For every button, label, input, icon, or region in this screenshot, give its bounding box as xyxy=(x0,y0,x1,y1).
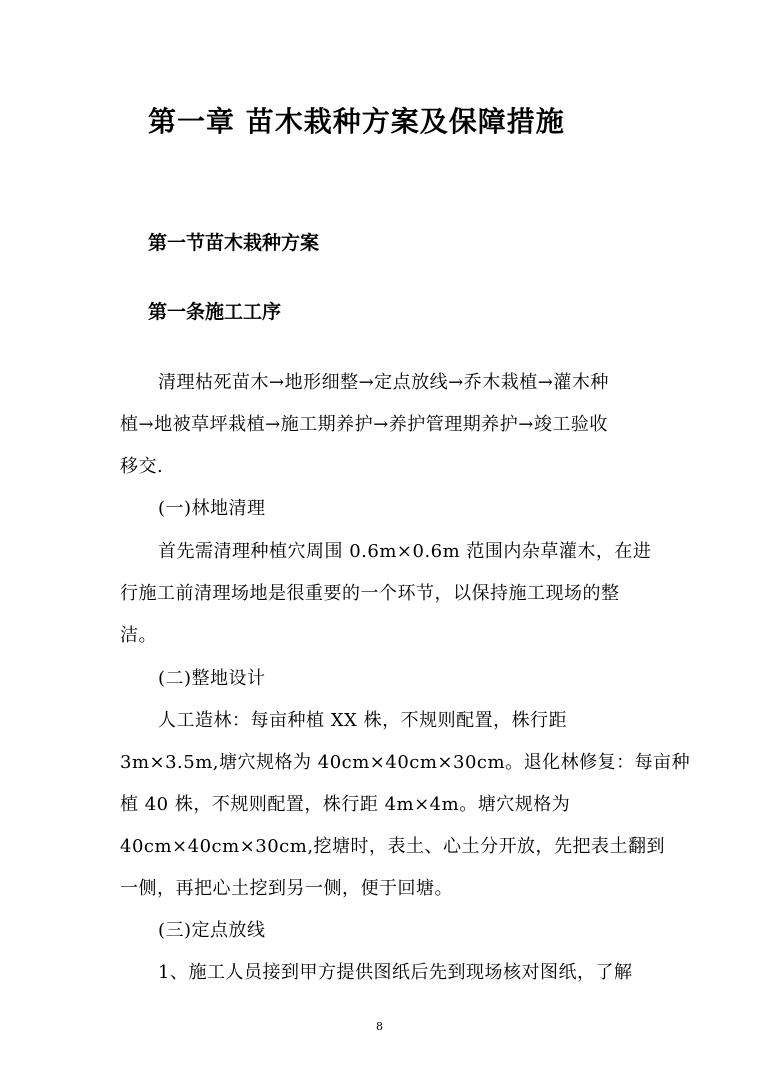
page-number: 8 xyxy=(376,1020,383,1033)
paragraph-line: 一侧，再把心土挖到另一侧，便于回塘。 xyxy=(120,878,453,899)
subheading-line: (三)定点放线 xyxy=(158,920,266,941)
subheading-line: (二)整地设计 xyxy=(158,668,266,689)
subheading-line: (一)林地清理 xyxy=(158,498,266,519)
paragraph-line: 3m×3.5m,塘穴规格为 40cm×40cm×30cm。退化林修复：每亩种 xyxy=(120,752,691,773)
paragraph-line: 首先需清理种植穴周围 0.6m×0.6m 范围内杂草灌木，在进 xyxy=(158,541,652,562)
paragraph-line: 植→地被草坪栽植→施工期养护→养护管理期养护→竣工验收 xyxy=(120,414,608,435)
paragraph-line: 清理枯死苗木→地形细整→定点放线→乔木栽植→灌木种 xyxy=(158,372,609,393)
paragraph-line: 40cm×40cm×30cm,挖塘时，表土、心土分开放，先把表土翻到 xyxy=(120,836,666,857)
section-title: 第一节苗木栽种方案 xyxy=(148,232,320,254)
paragraph-line: 1、施工人员接到甲方提供图纸后先到现场核对图纸，了解 xyxy=(158,962,633,983)
paragraph-line: 移交. xyxy=(120,456,164,477)
paragraph-line: 人工造林：每亩种植 XX 株，不规则配置，株行距 xyxy=(158,710,568,731)
article-title: 第一条施工工序 xyxy=(148,301,282,323)
paragraph-line: 洁。 xyxy=(120,625,157,646)
paragraph-line: 植 40 株，不规则配置，株行距 4m×4m。塘穴规格为 xyxy=(120,794,571,815)
chapter-title: 第一章 苗木栽种方案及保障措施 xyxy=(148,105,565,138)
paragraph-line: 行施工前清理场地是很重要的一个环节，以保持施工现场的整 xyxy=(120,583,620,604)
